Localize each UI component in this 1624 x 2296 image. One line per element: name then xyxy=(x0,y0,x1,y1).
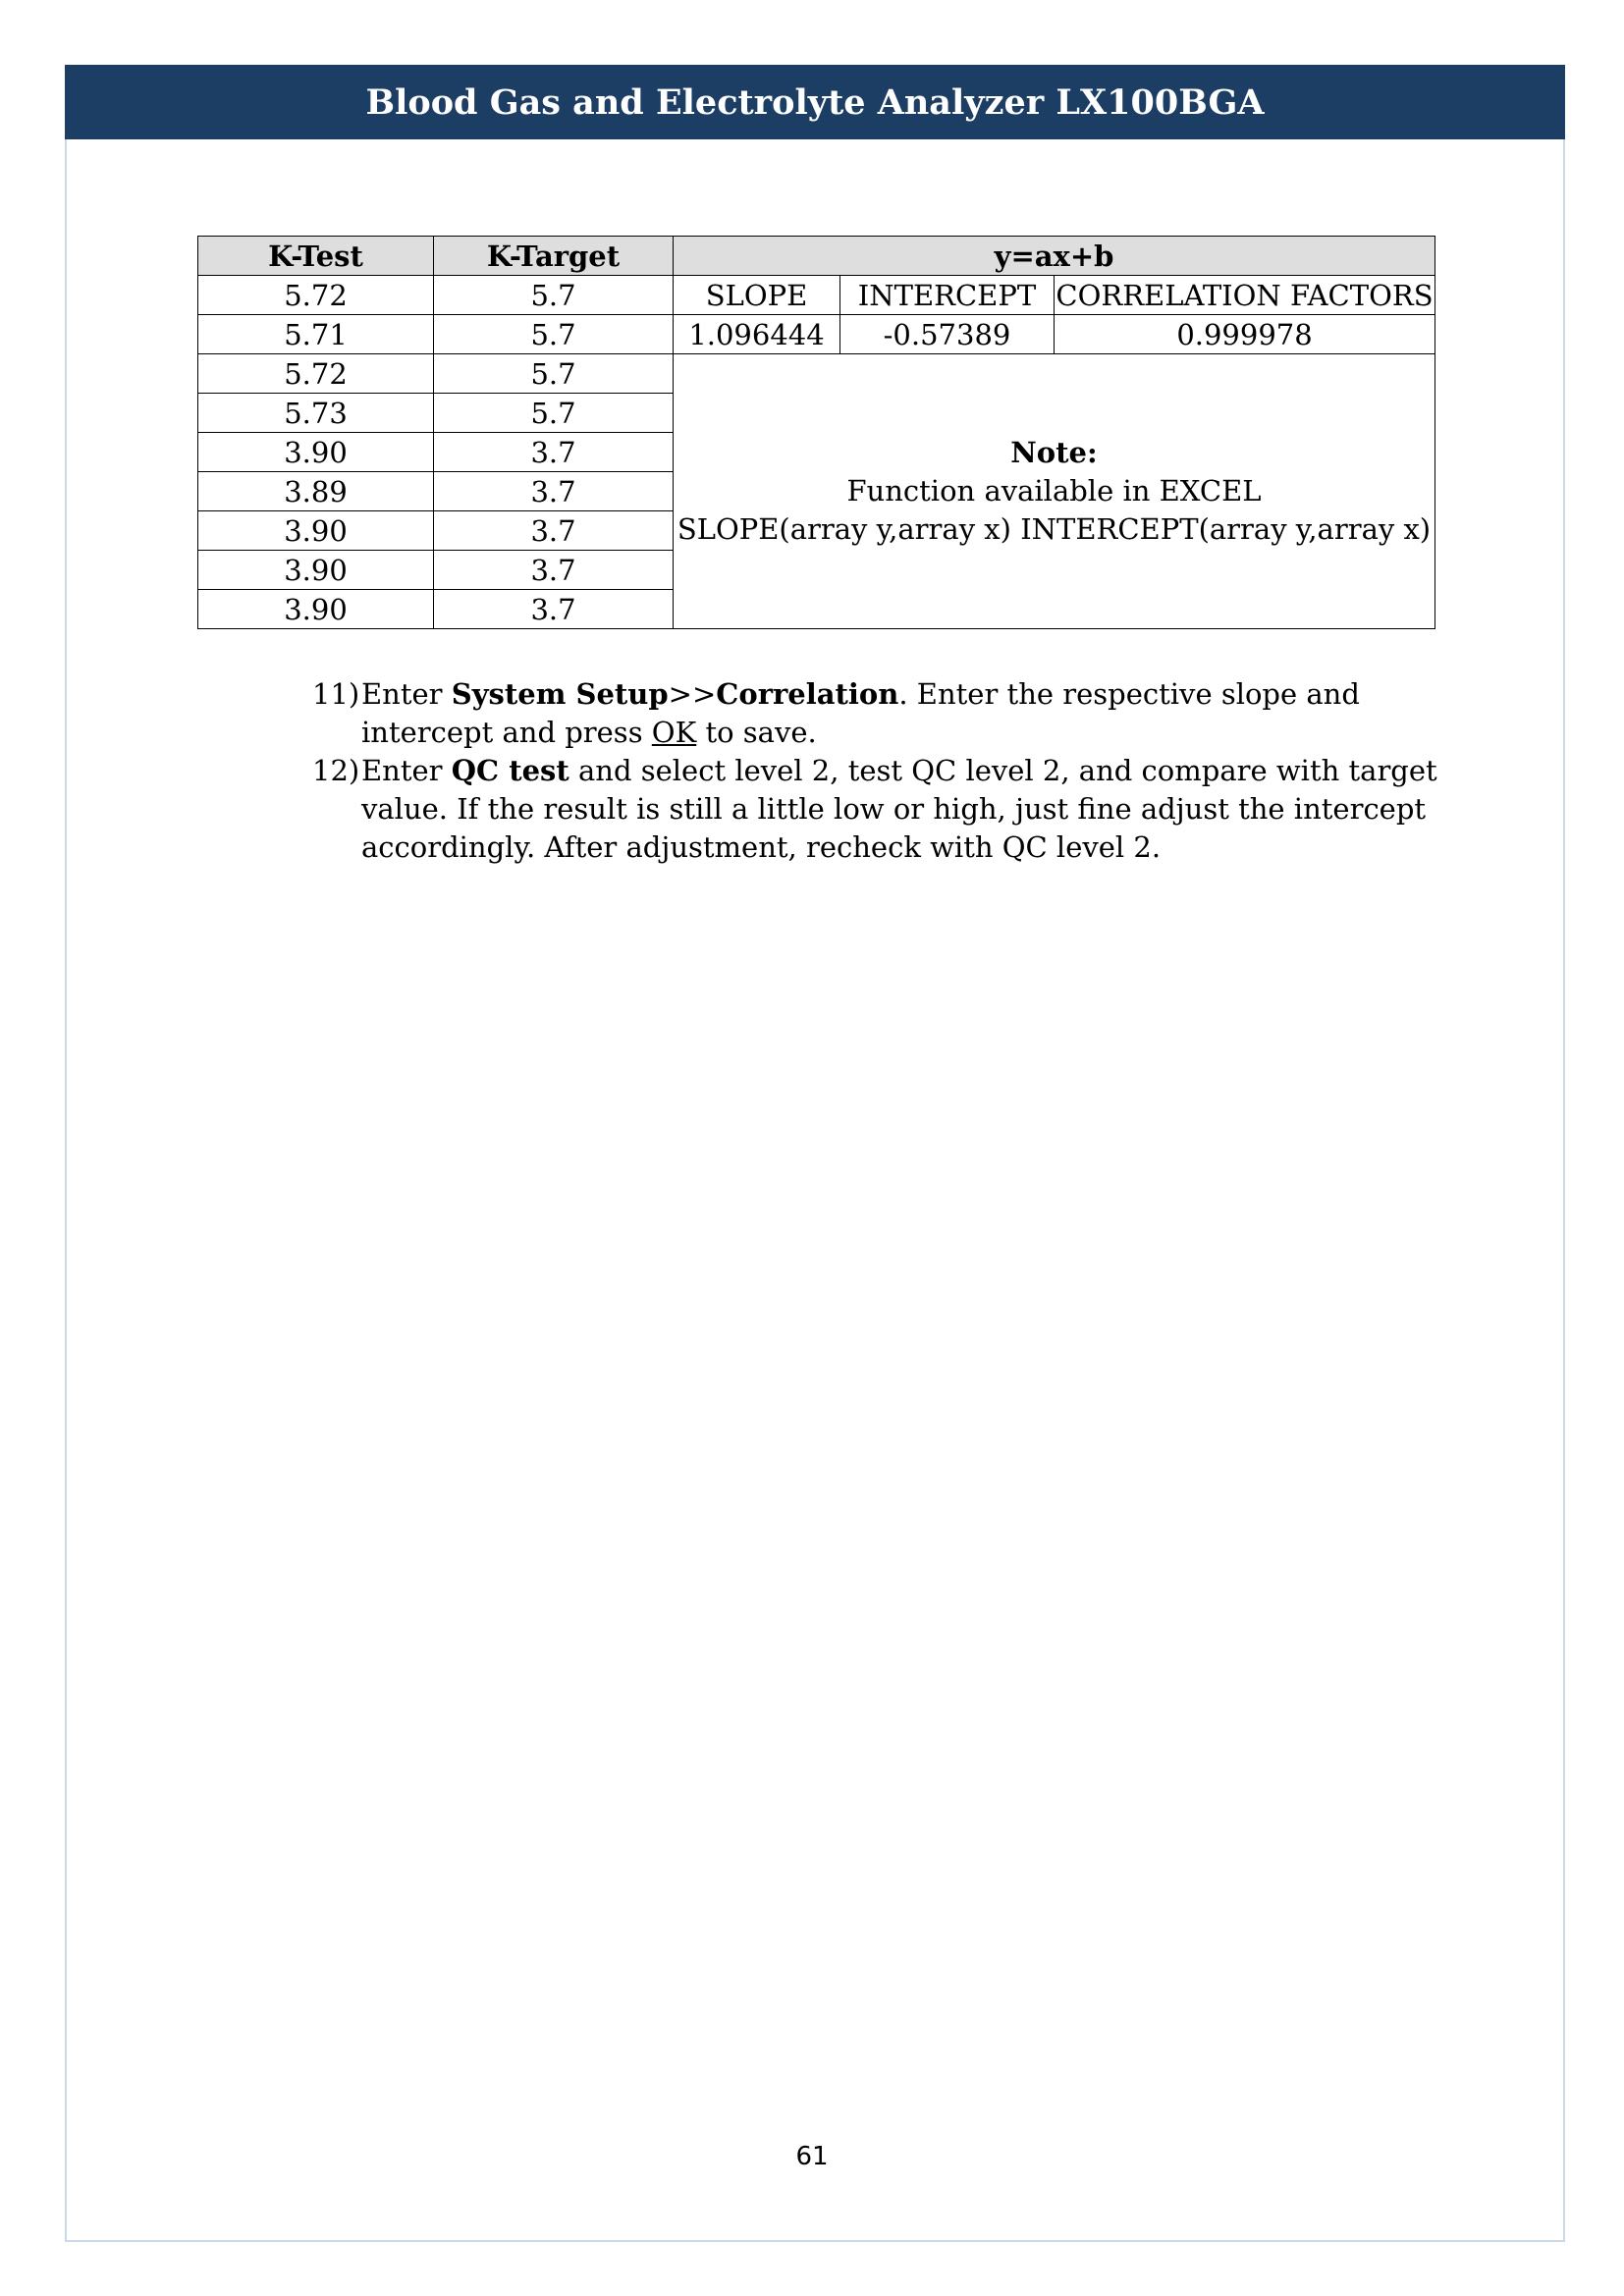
k-test-cell: 5.73 xyxy=(198,394,434,433)
col-header-equation: y=ax+b xyxy=(674,237,1435,276)
k-target-cell: 3.7 xyxy=(434,511,674,551)
step-number: 12) xyxy=(312,754,360,787)
correlation-value: 0.999978 xyxy=(1055,315,1435,354)
step-11 xyxy=(312,675,1441,752)
document-title: Blood Gas and Electrolyte Analyzer LX100BGA xyxy=(365,81,1265,123)
k-test-cell: 3.90 xyxy=(198,590,434,629)
note-line-2: SLOPE(array y,array x) INTERCEPT(array y,array x) xyxy=(677,512,1432,546)
k-target-cell: 5.7 xyxy=(434,315,674,354)
k-target-cell: 5.7 xyxy=(434,276,674,315)
note-title: Note: xyxy=(1010,436,1098,469)
note-line-1: Function available in EXCEL xyxy=(846,474,1262,507)
step-text: Enter xyxy=(361,754,452,787)
k-target-cell: 3.7 xyxy=(434,433,674,472)
k-test-cell: 3.90 xyxy=(198,551,434,590)
col-header-k-test: K-Test xyxy=(198,237,434,276)
menu-path-correlation: Correlation xyxy=(716,677,899,711)
note-cell xyxy=(674,354,1435,629)
intercept-value: -0.57389 xyxy=(840,315,1055,354)
k-test-cell: 5.72 xyxy=(198,354,434,394)
k-test-cell: 3.89 xyxy=(198,472,434,511)
slope-value: 1.096444 xyxy=(674,315,840,354)
table-row xyxy=(198,276,1435,315)
k-test-cell: 5.71 xyxy=(198,315,434,354)
correlation-label: CORRELATION FACTORS xyxy=(1055,276,1435,315)
table-row xyxy=(198,354,1435,394)
document-header xyxy=(65,65,1565,139)
k-test-cell: 5.72 xyxy=(198,276,434,315)
menu-path-system-setup: System Setup xyxy=(451,677,669,711)
k-target-cell: 3.7 xyxy=(434,472,674,511)
slope-label: SLOPE xyxy=(674,276,840,315)
step-text: to save. xyxy=(696,716,817,749)
k-test-cell: 3.90 xyxy=(198,511,434,551)
ok-key-label: OK xyxy=(651,716,697,749)
correlation-table xyxy=(197,236,1435,629)
table-header-row xyxy=(198,237,1435,276)
k-target-cell: 5.7 xyxy=(434,394,674,433)
instruction-steps xyxy=(312,675,1441,867)
step-text: >> xyxy=(668,677,717,711)
step-text: Enter xyxy=(361,677,452,711)
step-text: . Enter the respective slope and intercept and press xyxy=(361,677,1360,749)
page-number: 61 xyxy=(795,2142,829,2171)
col-header-k-target: K-Target xyxy=(434,237,674,276)
step-number: 11) xyxy=(312,677,360,711)
k-test-cell: 3.90 xyxy=(198,433,434,472)
step-text: and select level 2, test QC level 2, and compare with target value. If the result is still a little low or high, just fine adjust the intercept accordingly. After adjustment, recheck with QC level 2. xyxy=(361,754,1437,864)
k-target-cell: 3.7 xyxy=(434,590,674,629)
step-12 xyxy=(312,752,1441,867)
table-row xyxy=(198,315,1435,354)
menu-path-qc-test: QC test xyxy=(451,754,569,787)
k-target-cell: 3.7 xyxy=(434,551,674,590)
intercept-label: INTERCEPT xyxy=(840,276,1055,315)
k-target-cell: 5.7 xyxy=(434,354,674,394)
